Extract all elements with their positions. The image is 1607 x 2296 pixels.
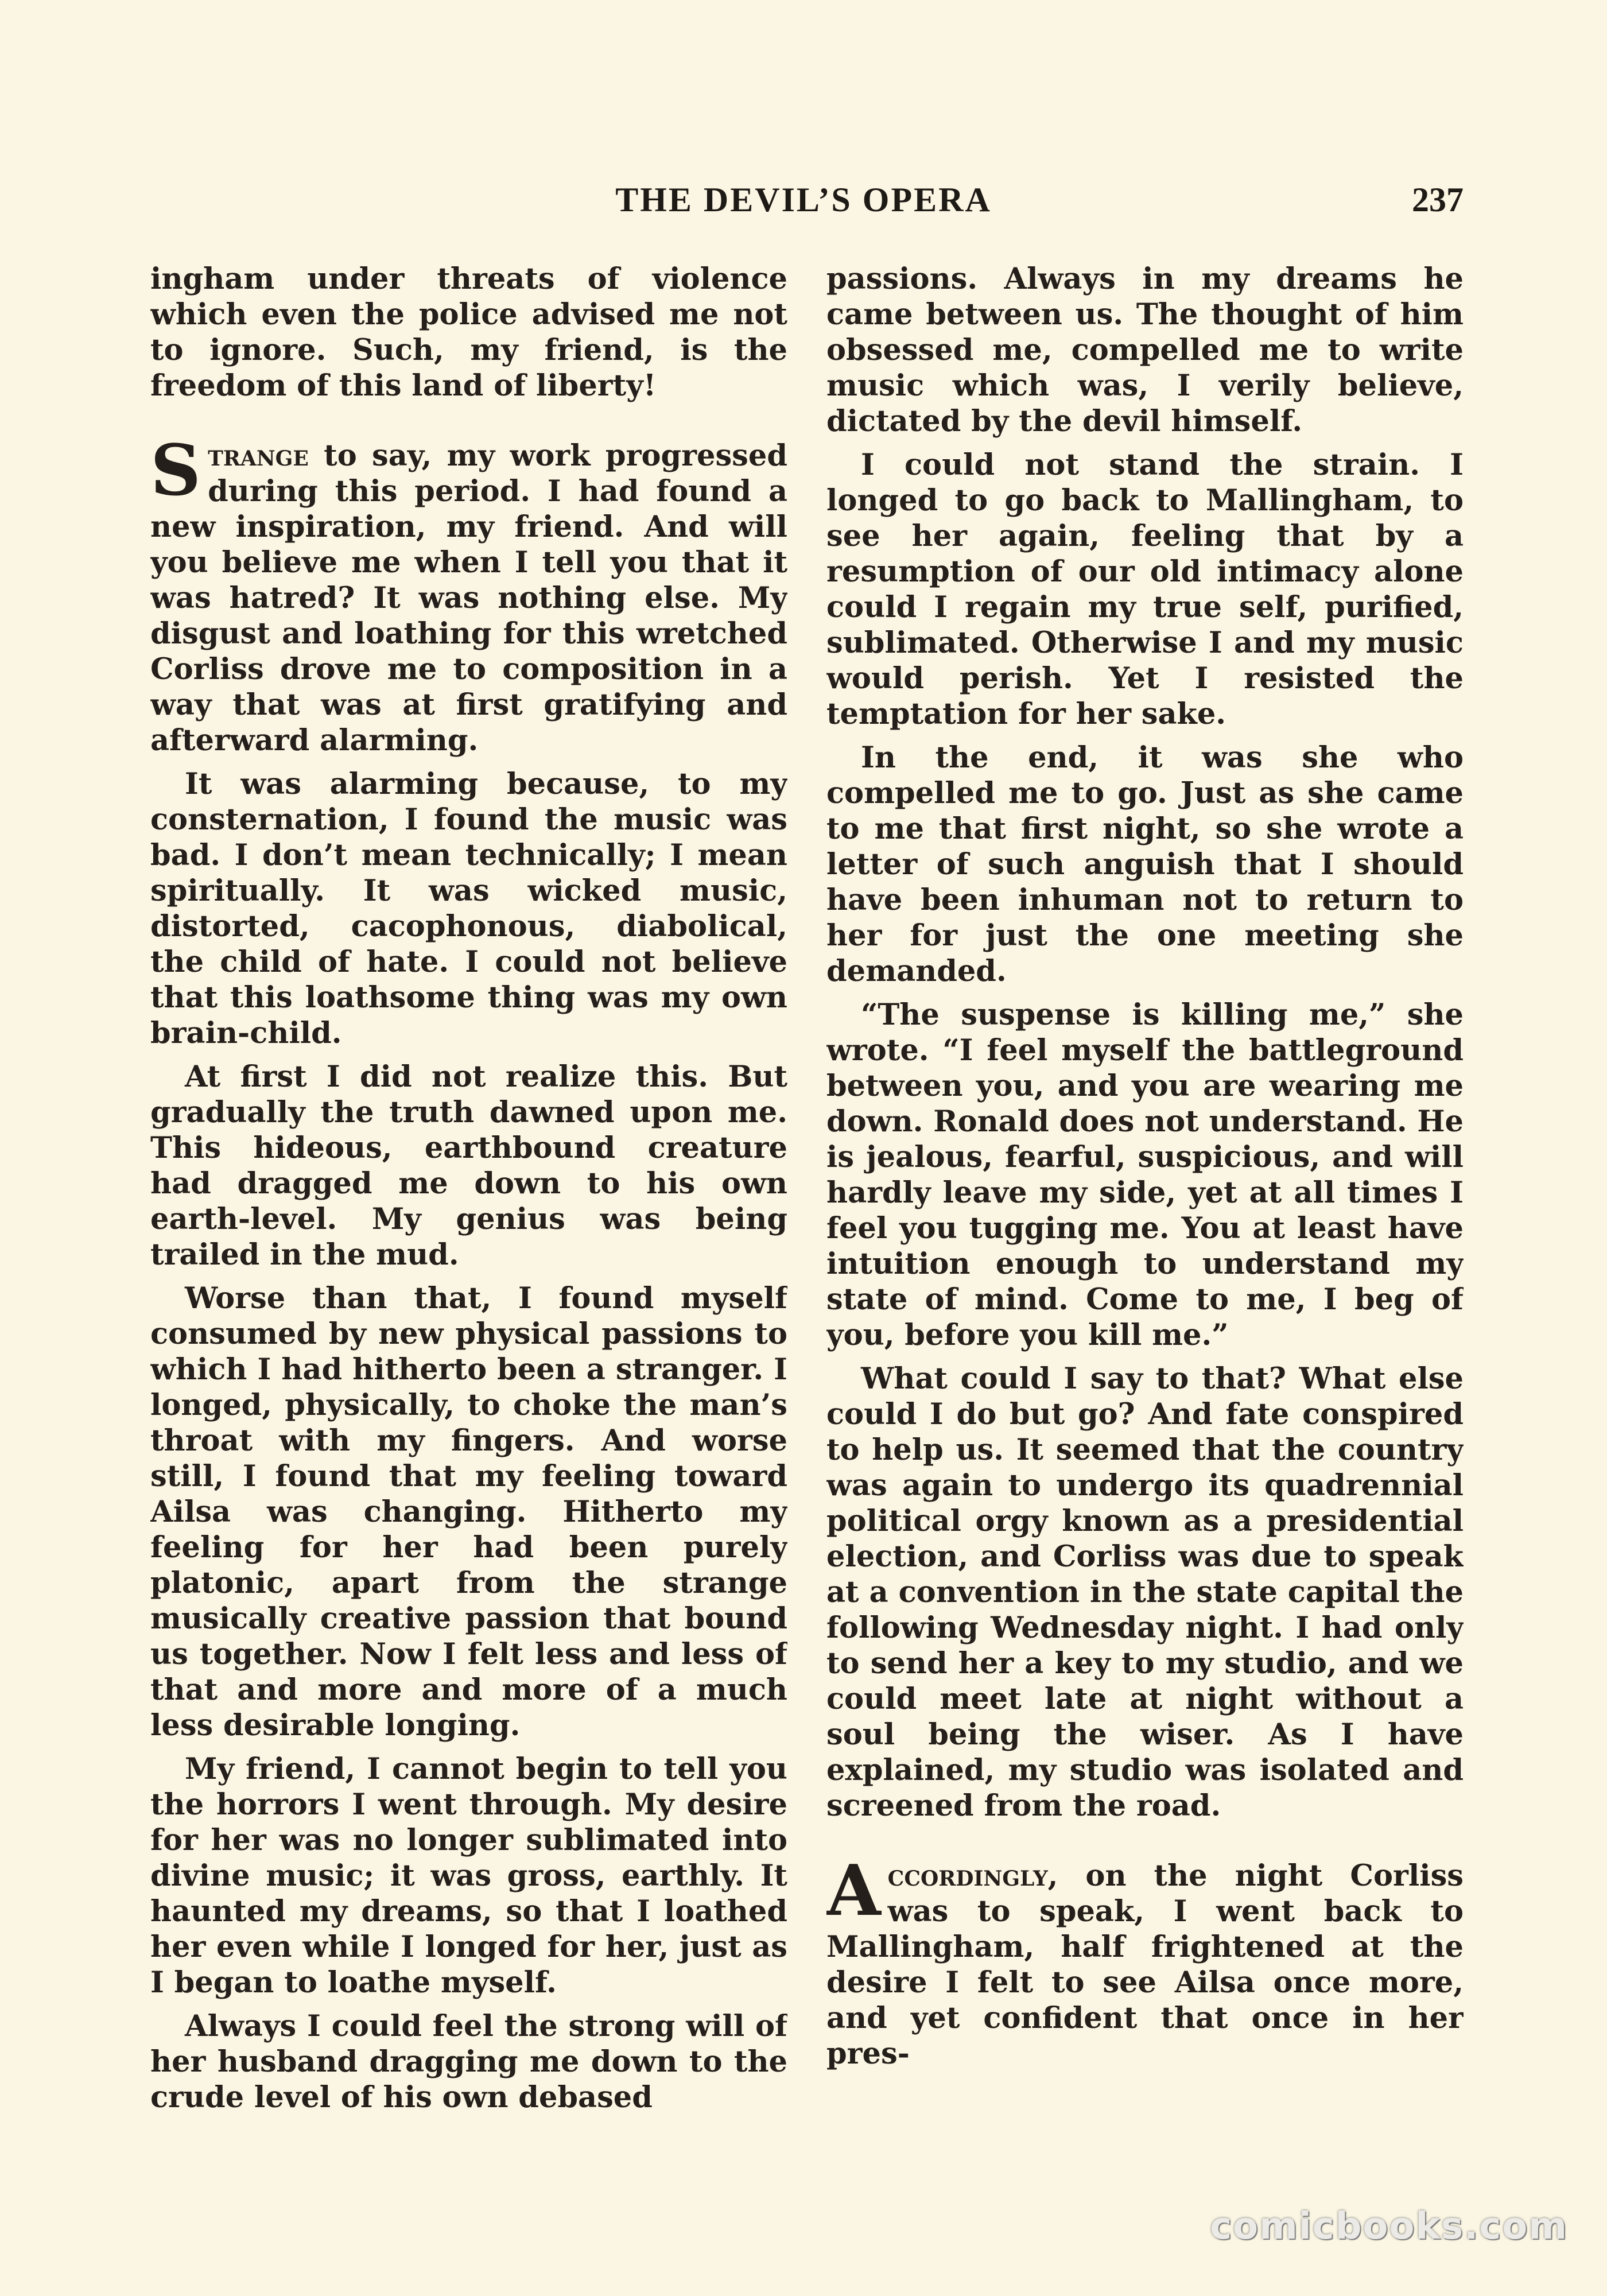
small-caps-lead: ccordingly [887,1859,1048,1893]
section-opening-paragraph [826,1849,1464,2072]
paragraph: “The suspense is killing me,” she wrote. “I feel myself the battleground between you, and you are wearing me down. Ronald does not understand. He is jealous, fearful, suspicious, and will hardly leave my side, yet at all times I feel you tugging me. You at least have intuition enough to understand my state of mind. Come to me, I beg of you, before you kill me.” [826,998,1464,1352]
page-number: 237 [1412,181,1464,219]
section-opening-paragraph [150,429,787,758]
paragraph: My friend, I cannot begin to tell you the horrors I went through. My desire for her was no longer sublimated into divine music; it was gross, earthly. It haunted my dreams, so that I loathed her even while I longed for her, just as I began to loathe myself. [150,1752,787,2000]
drop-cap: S [150,429,201,511]
paragraph: I could not stand the strain. I longed to go back to Mallingham, to see her again, feeling that by a resumption of our old intimacy alone could I regain my true self, purified, sublimated. Otherwise I and my music would perish. Yet I resisted the temptation for her sake. [826,448,1464,731]
paragraph: Always I could feel the strong will of her husband dragging me down to the crude level of his own debased [150,2009,787,2115]
paragraph: ingham under threats of violence which even the police advised me not to ignore. Such, my friend, is the freedom of this land of liberty! [150,262,787,403]
page-title: THE DEVIL’S OPERA [615,181,992,219]
paragraph: At first I did not realize this. But gradually the truth dawned upon me. This hideous, earthbound creature had dragged me down to his own earth-level. My genius was being trailed in the mud. [150,1060,787,1272]
paragraph-text: , on the night Corliss was to speak, I went back to Mallingham, half frightened at the desire I felt to see Ailsa once more, and yet confident that once in her pres- [826,1859,1464,2071]
text-column-right [826,261,1464,2178]
site-watermark: comicbooks.com [1210,2205,1568,2248]
small-caps-lead: trange [208,439,309,473]
paragraph: In the end, it was she who compelled me to go. Just as she came to me that first night, so she wrote a letter of such anguish that I should have been inhuman not to return to her for just the one meeting she demanded. [826,740,1464,988]
paragraph: It was alarming because, to my consternation, I found the music was bad. I don’t mean technically; I mean spiritually. It was wicked music, distorted, cacophonous, diabolical, the child of hate. I could not believe that this loathsome thing was my own brain-child. [150,767,787,1050]
paragraph-text: to say, my work progressed during this period. I had found a new inspiration, my friend. And will you believe me when I tell you that it was hatred? It was nothing else. My disgust and loathing for this wretched Corliss drove me to composition in a way that was at first gratifying and afterward alarming. [150,439,787,758]
paragraph: passions. Always in my dreams he came between us. The thought of him obsessed me, compelled me to write music which was, I verily believe, dictated by the devil himself. [826,262,1464,439]
paragraph: What could I say to that? What else could I do but go? And fate conspired to help us. It seemed that the country was again to undergo its quadrennial political orgy known as a presidential election, and Corliss was due to speak at a convention in the state capital the following Wednesday night. I had only to send her a key to my studio, and we could meet late at night without a soul being the wiser. As I have explained, my studio was isolated and screened from the road. [826,1362,1464,1823]
drop-cap: A [826,1849,881,1932]
paragraph: Worse than that, I found myself consumed by new physical passions to which I had hitherto been a stranger. I longed, physically, to choke the man’s throat with my fingers. And worse still, I found that my feeling toward Ailsa was changing. Hitherto my feeling for her had been purely platonic, apart from the strange musically creative passion that bound us together. Now I felt less and less of that and more and more of a much less desirable longing. [150,1281,787,1743]
text-column-left [150,261,787,2178]
running-head [0,177,1607,223]
